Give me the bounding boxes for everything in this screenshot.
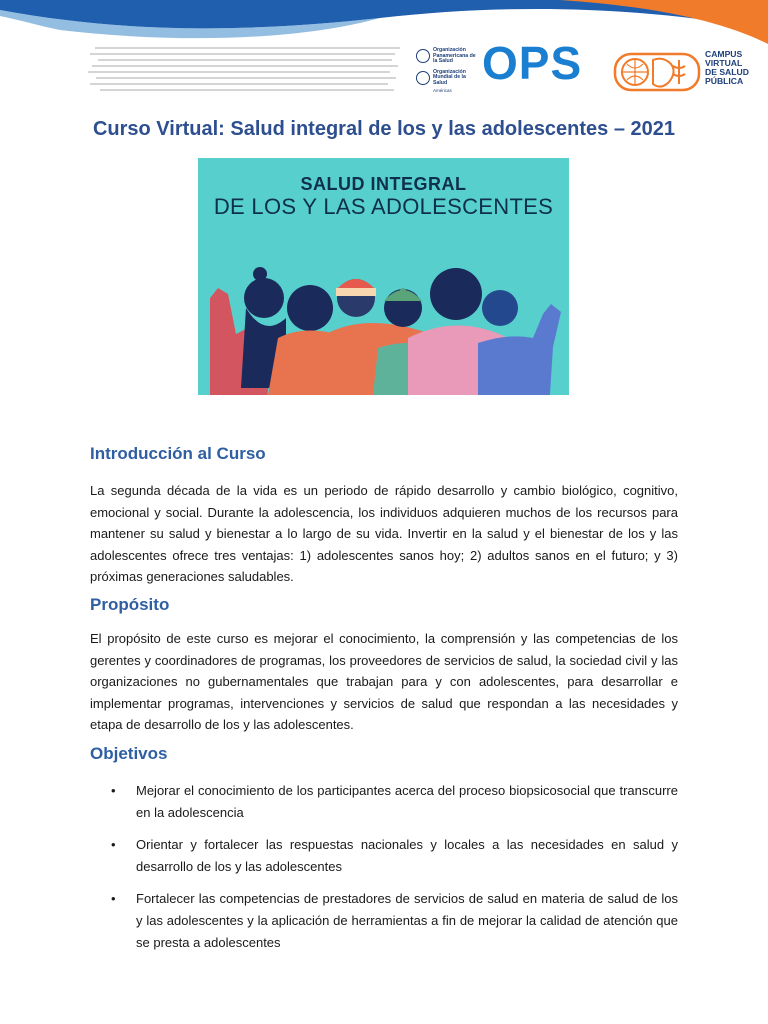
banner-line-1: SALUD INTEGRAL — [300, 174, 467, 194]
campus-line-1: CAMPUS — [705, 49, 743, 59]
campus-virtual-icon — [613, 48, 701, 94]
objectives-list — [90, 780, 678, 964]
who-globe-icon — [416, 71, 430, 85]
objectives-heading: Objetivos — [90, 744, 168, 763]
course-title: Curso Virtual: Salud integral de los y las adolescentes – 2021 — [92, 118, 676, 140]
list-item — [90, 780, 678, 823]
intro-text: La segunda década de la vida es un periodo de rápido desarrollo y cambio biológico, cognitivo, emocional y social. Durante la adolescencia, los individuos adquieren muchos de los recursos para mantener su salud y bienestar a lo largo de su vida. Invertir en la salud y el bienestar de los y las adolescentes ofrece tres ventajas: 1) adolescentes sanos hoy; 2) adultos sanos en el futuro; y 3) próximas generaciones saludables. — [90, 483, 678, 585]
paho-who-logo — [416, 48, 478, 93]
org1-name: Organización Panamericana de la Salud — [433, 47, 476, 65]
purpose-heading: Propósito — [90, 595, 170, 614]
campus-line-4: PÚBLICA — [705, 76, 744, 86]
list-item — [90, 888, 678, 953]
bullet-icon: • — [111, 783, 116, 798]
list-item — [90, 834, 678, 877]
purpose-text: El propósito de este curso es mejorar el conocimiento, la comprensión y las competencias de los gerentes y coordinadores de programas, los proveedores de servicios de salud, la sociedad civil y las organizaciones no gubernamentales que trabajan para y con adolescentes, para desarrollar e implementar programas, intervenciones y servicios de salud que respondan a las necesidades y etapa de desarrollo de los y las adolescentes. — [90, 631, 678, 733]
org2-name: Organización Mundial de la Salud — [433, 68, 466, 86]
objective-text: Orientar y fortalecer las respuestas nacionales y locales a las necesidades en salud y desarrollo de los y las adolescentes — [136, 837, 678, 874]
intro-heading: Introducción al Curso — [90, 444, 266, 463]
campus-virtual-text — [705, 50, 749, 86]
course-banner — [198, 158, 569, 395]
objective-text: Mejorar el conocimiento de los participantes acerca del proceso biopsicosocial que transcurre en la adolescencia — [136, 783, 678, 820]
objective-text: Fortalecer las competencias de prestadores de servicios de salud en materia de salud de los y las adolescentes y la aplicación de herramientas a fin de mejorar la calidad de atención que se presta a adolescentes — [136, 891, 678, 950]
paho-globe-icon — [416, 49, 430, 63]
campus-line-2: VIRTUAL — [705, 58, 743, 68]
banner-line-2: DE LOS Y LAS ADOLESCENTES — [213, 194, 554, 219]
page-header — [0, 0, 768, 110]
bullet-icon: • — [111, 891, 116, 907]
org-region: Américas — [433, 87, 452, 93]
campus-line-3: DE SALUD — [705, 67, 749, 77]
bullet-icon: • — [111, 837, 116, 853]
ops-logo: OPS — [482, 37, 583, 89]
logo-bar — [416, 37, 768, 96]
adolescents-illustration — [198, 158, 569, 395]
